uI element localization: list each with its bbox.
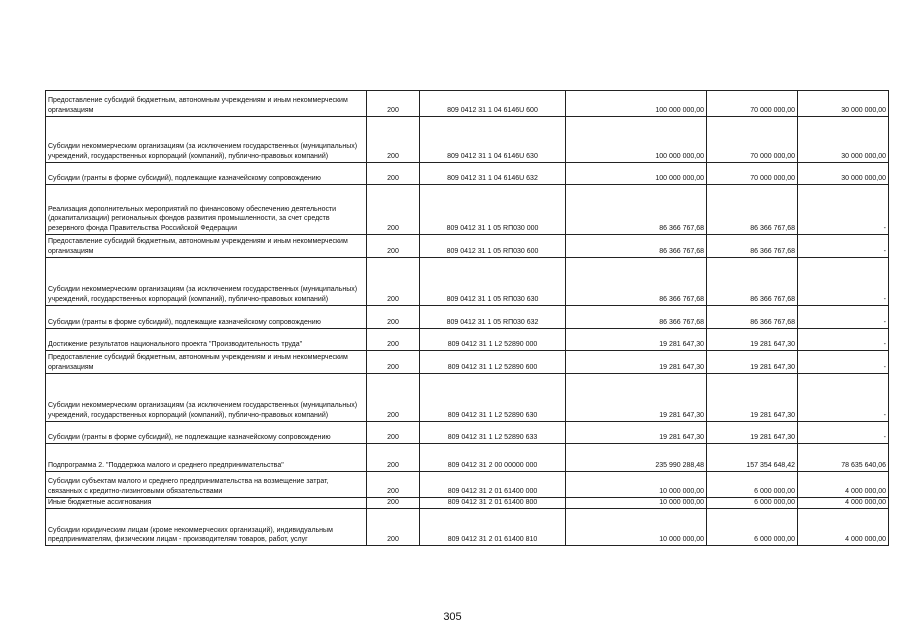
row-description: Достижение результатов национального проекта "Производительность труда" bbox=[46, 329, 367, 351]
row-amount-2: 86 366 767,68 bbox=[707, 258, 798, 306]
table-row bbox=[46, 509, 889, 546]
row-description: Субсидии (гранты в форме субсидий), не подлежащие казначейскому сопровождению bbox=[46, 422, 367, 444]
row-classification-code: 809 0412 31 1 05 RП030 630 bbox=[420, 258, 566, 306]
table-row bbox=[46, 374, 889, 422]
row-amount-total: 19 281 647,30 bbox=[566, 422, 707, 444]
row-amount-2: 19 281 647,30 bbox=[707, 374, 798, 422]
row-amount-3: 78 635 640,06 bbox=[798, 444, 889, 472]
row-amount-2: 70 000 000,00 bbox=[707, 91, 798, 117]
row-classification-code: 809 0412 31 1 05 RП030 000 bbox=[420, 185, 566, 235]
row-amount-total: 86 366 767,68 bbox=[566, 185, 707, 235]
row-amount-3: 4 000 000,00 bbox=[798, 472, 889, 498]
row-description: Субсидии (гранты в форме субсидий), подлежащие казначейскому сопровождению bbox=[46, 306, 367, 329]
row-amount-total: 100 000 000,00 bbox=[566, 163, 707, 185]
row-code: 200 bbox=[367, 351, 420, 374]
row-description: Иные бюджетные ассигнования bbox=[46, 498, 367, 509]
row-code: 200 bbox=[367, 91, 420, 117]
row-classification-code: 809 0412 31 2 01 61400 000 bbox=[420, 472, 566, 498]
row-amount-2: 86 366 767,68 bbox=[707, 306, 798, 329]
row-amount-3: - bbox=[798, 351, 889, 374]
row-amount-total: 19 281 647,30 bbox=[566, 351, 707, 374]
row-amount-total: 19 281 647,30 bbox=[566, 374, 707, 422]
row-description: Предоставление субсидий бюджетным, автономным учреждениям и иным некоммерческим организациям bbox=[46, 91, 367, 117]
row-code: 200 bbox=[367, 306, 420, 329]
row-code: 200 bbox=[367, 498, 420, 509]
row-amount-3: - bbox=[798, 329, 889, 351]
row-classification-code: 809 0412 31 1 04 6146U 630 bbox=[420, 117, 566, 163]
table-row bbox=[46, 422, 889, 444]
row-classification-code: 809 0412 31 2 00 00000 000 bbox=[420, 444, 566, 472]
table-row bbox=[46, 117, 889, 163]
row-amount-2: 19 281 647,30 bbox=[707, 351, 798, 374]
row-amount-3: 4 000 000,00 bbox=[798, 509, 889, 546]
row-code: 200 bbox=[367, 185, 420, 235]
row-description: Субсидии некоммерческим организациям (за исключением государственных (муниципальных) учреждений, государственных корпораций (компаний), публично-правовых компаний) bbox=[46, 117, 367, 163]
row-amount-2: 70 000 000,00 bbox=[707, 163, 798, 185]
row-description: Подпрограмма 2. "Поддержка малого и среднего предпринимательства" bbox=[46, 444, 367, 472]
row-description: Субсидии некоммерческим организациям (за исключением государственных (муниципальных) учреждений, государственных корпораций (компаний), публично-правовых компаний) bbox=[46, 258, 367, 306]
row-code: 200 bbox=[367, 258, 420, 306]
row-code: 200 bbox=[367, 329, 420, 351]
page-number: 305 bbox=[443, 611, 462, 623]
row-amount-total: 235 990 288,48 bbox=[566, 444, 707, 472]
row-amount-2: 19 281 647,30 bbox=[707, 329, 798, 351]
table-row bbox=[46, 472, 889, 498]
table-row bbox=[46, 163, 889, 185]
row-description: Реализация дополнительных мероприятий по финансовому обеспечению деятельности (докапитализации) региональных фондов развития промышленности, за счет средств резервного фонда Правительства Российской Федерации bbox=[46, 185, 367, 235]
row-description: Субсидии юридическим лицам (кроме некоммерческих организаций), индивидуальным предпринимателям, физическим лицам - производителям товаров, работ, услуг bbox=[46, 509, 367, 546]
row-amount-total: 10 000 000,00 bbox=[566, 498, 707, 509]
row-amount-2: 6 000 000,00 bbox=[707, 498, 798, 509]
row-description: Предоставление субсидий бюджетным, автономным учреждениям и иным некоммерческим организациям bbox=[46, 235, 367, 258]
table-row bbox=[46, 235, 889, 258]
row-amount-3: - bbox=[798, 258, 889, 306]
row-classification-code: 809 0412 31 1 L2 52890 600 bbox=[420, 351, 566, 374]
row-description: Субсидии (гранты в форме субсидий), подлежащие казначейскому сопровождению bbox=[46, 163, 367, 185]
row-classification-code: 809 0412 31 1 L2 52890 633 bbox=[420, 422, 566, 444]
row-amount-3: - bbox=[798, 235, 889, 258]
row-amount-2: 6 000 000,00 bbox=[707, 509, 798, 546]
row-classification-code: 809 0412 31 2 01 61400 810 bbox=[420, 509, 566, 546]
row-amount-total: 10 000 000,00 bbox=[566, 472, 707, 498]
row-code: 200 bbox=[367, 472, 420, 498]
row-description: Субсидии некоммерческим организациям (за исключением государственных (муниципальных) учреждений, государственных корпораций (компаний), публично-правовых компаний) bbox=[46, 374, 367, 422]
row-classification-code: 809 0412 31 1 L2 52890 000 bbox=[420, 329, 566, 351]
row-amount-total: 100 000 000,00 bbox=[566, 117, 707, 163]
row-amount-2: 70 000 000,00 bbox=[707, 117, 798, 163]
row-code: 200 bbox=[367, 374, 420, 422]
table-row bbox=[46, 444, 889, 472]
row-classification-code: 809 0412 31 2 01 61400 800 bbox=[420, 498, 566, 509]
table-row bbox=[46, 91, 889, 117]
row-code: 200 bbox=[367, 117, 420, 163]
table-row bbox=[46, 498, 889, 509]
row-amount-3: 30 000 000,00 bbox=[798, 117, 889, 163]
row-amount-3: - bbox=[798, 306, 889, 329]
row-amount-total: 10 000 000,00 bbox=[566, 509, 707, 546]
row-amount-total: 86 366 767,68 bbox=[566, 258, 707, 306]
row-amount-3: - bbox=[798, 374, 889, 422]
row-classification-code: 809 0412 31 1 05 RП030 600 bbox=[420, 235, 566, 258]
table-row bbox=[46, 258, 889, 306]
row-amount-3: - bbox=[798, 422, 889, 444]
row-classification-code: 809 0412 31 1 04 6146U 600 bbox=[420, 91, 566, 117]
row-amount-2: 86 366 767,68 bbox=[707, 235, 798, 258]
row-description: Субсидии субъектам малого и среднего предпринимательства на возмещение затрат, связанных с кредитно-лизинговыми обязательствами bbox=[46, 472, 367, 498]
row-code: 200 bbox=[367, 235, 420, 258]
row-amount-2: 86 366 767,68 bbox=[707, 185, 798, 235]
row-amount-total: 86 366 767,68 bbox=[566, 235, 707, 258]
row-amount-2: 6 000 000,00 bbox=[707, 472, 798, 498]
row-amount-2: 19 281 647,30 bbox=[707, 422, 798, 444]
table-row bbox=[46, 185, 889, 235]
row-amount-total: 100 000 000,00 bbox=[566, 91, 707, 117]
row-classification-code: 809 0412 31 1 L2 52890 630 bbox=[420, 374, 566, 422]
row-code: 200 bbox=[367, 509, 420, 546]
row-amount-3: 4 000 000,00 bbox=[798, 498, 889, 509]
budget-table-body bbox=[46, 91, 889, 546]
row-description: Предоставление субсидий бюджетным, автономным учреждениям и иным некоммерческим организациям bbox=[46, 351, 367, 374]
table-row bbox=[46, 329, 889, 351]
row-code: 200 bbox=[367, 163, 420, 185]
table-row bbox=[46, 351, 889, 374]
row-amount-total: 86 366 767,68 bbox=[566, 306, 707, 329]
row-amount-3: 30 000 000,00 bbox=[798, 91, 889, 117]
table-row bbox=[46, 306, 889, 329]
row-amount-total: 19 281 647,30 bbox=[566, 329, 707, 351]
row-amount-2: 157 354 648,42 bbox=[707, 444, 798, 472]
row-classification-code: 809 0412 31 1 05 RП030 632 bbox=[420, 306, 566, 329]
row-code: 200 bbox=[367, 422, 420, 444]
row-code: 200 bbox=[367, 444, 420, 472]
row-amount-3: 30 000 000,00 bbox=[798, 163, 889, 185]
row-classification-code: 809 0412 31 1 04 6146U 632 bbox=[420, 163, 566, 185]
row-amount-3: - bbox=[798, 185, 889, 235]
budget-table bbox=[45, 90, 889, 546]
